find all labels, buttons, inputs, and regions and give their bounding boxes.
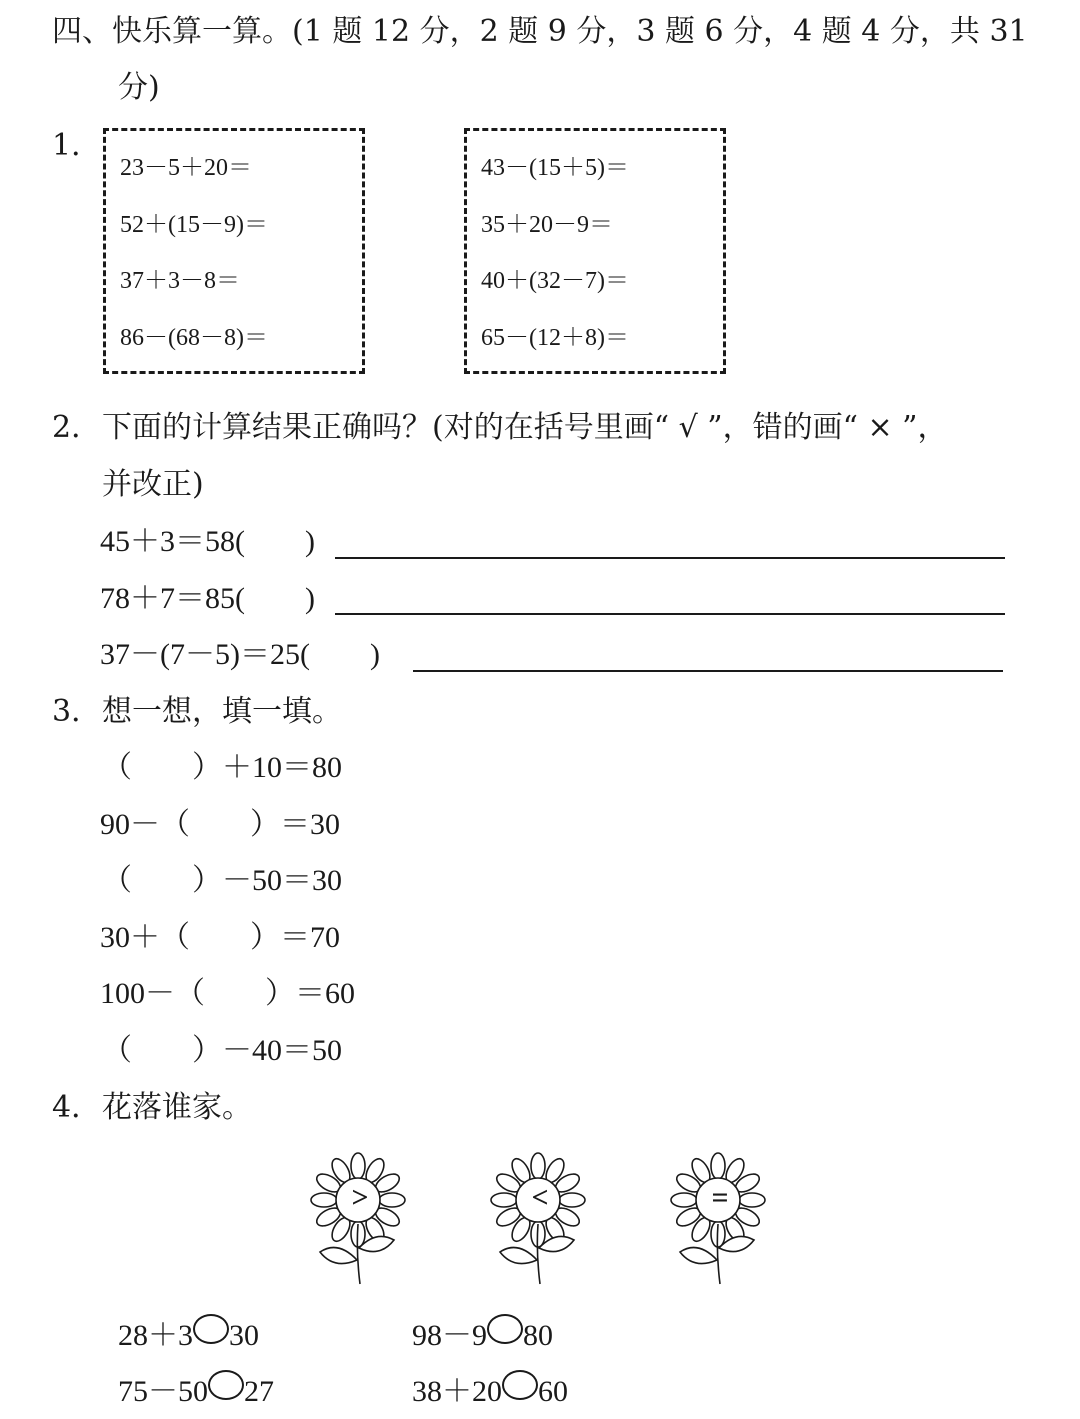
q1-expression: 37＋3－8＝ — [120, 268, 240, 294]
q3-prompt: 想一想，填一填。 — [102, 694, 342, 729]
q3-item: 30＋（ ）＝70 — [100, 921, 340, 954]
q4-number: 4． — [52, 1090, 102, 1125]
section-title: 四、快乐算一算。(1 题 12 分，2 题 9 分，3 题 6 分，4 题 4 分，共 31 — [52, 14, 1028, 49]
compare-item — [118, 1374, 274, 1410]
q3-item: （ ）－40＝50 — [102, 1034, 342, 1067]
sunflower-equal-icon — [670, 1152, 770, 1287]
sunflower-less-icon — [490, 1152, 590, 1287]
q1-expression: 23－5＋20＝ — [120, 155, 252, 181]
q1-box-right — [464, 128, 726, 374]
compare-right: 60 — [538, 1375, 568, 1408]
compare-item — [412, 1374, 568, 1410]
q2-item: 78＋7＝85( ) — [100, 582, 315, 615]
q2-prompt-continued: 并改正) — [102, 467, 204, 502]
blank-circle[interactable] — [193, 1314, 229, 1344]
q1-expression: 65－(12＋8)＝ — [481, 325, 629, 351]
q2-item: 45＋3＝58( ) — [100, 525, 315, 558]
blank-circle[interactable] — [487, 1314, 523, 1344]
flower-symbol: > — [351, 1181, 369, 1214]
q3-item: （ ）＋10＝80 — [102, 751, 342, 784]
flower-symbol: < — [531, 1181, 549, 1214]
q3-item: 90－（ ）＝30 — [100, 808, 340, 841]
answer-line[interactable] — [335, 613, 1005, 615]
q1-expression: 43－(15＋5)＝ — [481, 155, 629, 181]
answer-line[interactable] — [335, 557, 1005, 559]
compare-right: 27 — [244, 1375, 274, 1408]
q3-number: 3． — [52, 694, 102, 729]
compare-right: 80 — [523, 1319, 553, 1352]
compare-item — [118, 1318, 259, 1354]
compare-left: 75－50 — [118, 1375, 208, 1408]
q4-prompt: 花落谁家。 — [102, 1090, 252, 1125]
compare-item — [412, 1318, 553, 1354]
q1-number: 1． — [52, 128, 102, 163]
q1-expression: 35＋20－9＝ — [481, 212, 613, 238]
q3-item: 100－（ ）＝60 — [100, 977, 355, 1010]
compare-left: 38＋20 — [412, 1375, 502, 1408]
flower-symbol: = — [711, 1181, 729, 1214]
sunflower-greater-icon — [310, 1152, 410, 1287]
q1-expression: 86－(68－8)＝ — [120, 325, 268, 351]
q1-box-left — [103, 128, 365, 374]
q3-item: （ ）－50＝30 — [102, 864, 342, 897]
q1-expression: 52＋(15－9)＝ — [120, 212, 268, 238]
q2-number: 2． — [52, 410, 102, 445]
section-title-continued: 分) — [118, 70, 160, 105]
q2-prompt: 下面的计算结果正确吗？(对的在括号里画“ √ ”，错的画“ × ”， — [102, 410, 948, 445]
q1-expression: 40＋(32－7)＝ — [481, 268, 629, 294]
compare-left: 98－9 — [412, 1319, 487, 1352]
blank-circle[interactable] — [208, 1370, 244, 1400]
q2-item: 37－(7－5)＝25( ) — [100, 638, 380, 671]
compare-right: 30 — [229, 1319, 259, 1352]
compare-left: 28＋3 — [118, 1319, 193, 1352]
blank-circle[interactable] — [502, 1370, 538, 1400]
answer-line[interactable] — [413, 670, 1003, 672]
